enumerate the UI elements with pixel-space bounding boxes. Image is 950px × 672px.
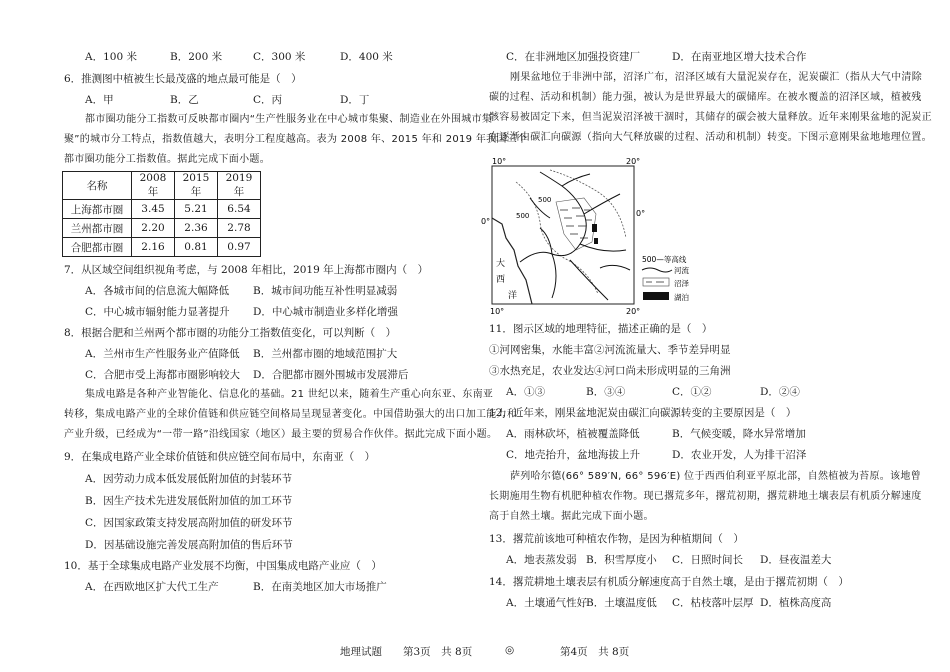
table-row [63, 238, 261, 257]
q11-option-a[interactable]: A．①③ [506, 386, 546, 398]
table-cell: 6.54 [218, 200, 261, 219]
q8-option-a[interactable]: A．兰州市生产性服务业产值降低 [85, 348, 240, 360]
map-legend [642, 254, 689, 302]
q5-option-d[interactable]: D．400 米 [340, 51, 393, 63]
q11-items-line2: ③水热充足，农业发达④河口尚未形成明显的三角洲 [489, 365, 731, 377]
table-header: 名称 [63, 172, 132, 200]
q10-option-b[interactable]: B．在南美地区加大市场推广 [253, 581, 387, 593]
q8-option-c[interactable]: C．合肥市受上海都市圈影响较大 [85, 369, 241, 381]
q8-option-b[interactable]: B．兰州都市圈的地域范围扩大 [253, 348, 398, 360]
footer-right-page-number: 第4页 共 8页 [560, 646, 630, 658]
q10-option-d[interactable]: D．在南亚地区增大技术合作 [672, 51, 807, 63]
q6-option-b[interactable]: B．乙 [170, 94, 199, 106]
q9-option-c[interactable]: C．因国家政策支持发展高附加值的研发环节 [85, 517, 293, 529]
q12-option-b[interactable]: B．气候变暖，降水异常增加 [672, 428, 806, 440]
footer-left-page-number: 地理试题 第3页 共 8页 [340, 646, 473, 658]
q12-option-a[interactable]: A．雨林砍坏，植被覆盖降低 [506, 428, 640, 440]
legend-contour: 500—等高线 [642, 255, 687, 264]
q9-option-d[interactable]: D．因基础设施完善发展高附加值的售后环节 [85, 539, 293, 551]
lon-label: 20° [626, 158, 641, 166]
q5-option-b[interactable]: B．200 米 [170, 51, 223, 63]
table-cell: 上海都市圈 [63, 200, 132, 219]
q13-stem: 13．撂荒前该地可种植农作物，是因为种植期间（ ） [489, 533, 744, 545]
q11-option-d[interactable]: D．②④ [760, 386, 800, 398]
q11-items-line1: ①河网密集，水能丰富②河流流量大、季节差异明显 [489, 344, 731, 356]
legend-lake: 湖泊 [674, 293, 689, 302]
table-header: 2019 年 [218, 172, 261, 200]
q6-option-c[interactable]: C．丙 [253, 94, 283, 106]
q6-option-a[interactable]: A．甲 [85, 94, 114, 106]
table-header-row [63, 172, 261, 200]
legend-river-swatch [642, 268, 672, 272]
q12-stem: 12．近年来，刚果盆地泥炭由碳汇向碳源转变的主要原因是（ ） [489, 407, 797, 419]
table-cell: 合肥都市圈 [63, 238, 132, 257]
q9-stem: 9．在集成电路产业全球价值链和供应链空间布局中，东南亚（ ） [64, 451, 376, 463]
q12-option-d[interactable]: D．农业开发，人为排干沼泽 [672, 449, 807, 461]
q7-option-b[interactable]: B．城市间功能互补性明显减弱 [253, 285, 398, 297]
table-cell: 2.36 [175, 219, 218, 238]
q10-stem: 10．基于全球集成电路产业发展不均衡，中国集成电路产业应（ ） [64, 560, 382, 572]
table-cell: 2.20 [132, 219, 175, 238]
table-row [63, 219, 261, 238]
q9-option-b[interactable]: B．因生产技术先进发展低附加值的加工环节 [85, 495, 293, 507]
table-cell: 5.21 [175, 200, 218, 219]
q8-stem: 8．根据合肥和兰州两个都市圈的功能分工指数值变化，可以判断（ ） [64, 327, 397, 339]
q14-option-a[interactable]: A．土壤通气性好 [506, 597, 588, 609]
table-cell: 0.81 [175, 238, 218, 257]
q6-stem: 6．推测图中植被生长最茂盛的地点最可能是（ ） [64, 73, 302, 85]
q10-option-a[interactable]: A．在西欧地区扩大代工生产 [85, 581, 219, 593]
ocean-label: 洋 [508, 291, 518, 301]
q12-option-c[interactable]: C．地壳抬升，盆地海拔上升 [506, 449, 641, 461]
lon-label: 20° [626, 307, 641, 316]
q14-option-d[interactable]: D．植株高度高 [760, 597, 832, 609]
lon-label: 10° [490, 307, 505, 316]
contour-label: 500 [516, 212, 530, 220]
q11-stem: 11．图示区域的地理特征，描述正确的是（ ） [489, 323, 713, 335]
q6-option-d[interactable]: D．丁 [340, 94, 370, 106]
q8-option-d[interactable]: D．合肥都市圈外围城市发展滞后 [253, 369, 409, 381]
q9-option-a[interactable]: A．因劳动力成本低发展低附加值的封装环节 [85, 473, 293, 485]
congo-basin-map [480, 158, 690, 316]
q5-option-a[interactable]: A．100 米 [85, 51, 137, 63]
contour-label: 500 [538, 196, 552, 204]
q14-option-c[interactable]: C．枯枝落叶层厚 [672, 597, 754, 609]
table-header: 2008 年 [132, 172, 175, 200]
q7-option-a[interactable]: A．各城市间的信息流大幅降低 [85, 285, 230, 297]
division-index-table [62, 171, 261, 257]
table-cell: 2.78 [218, 219, 261, 238]
legend-lake-swatch [643, 292, 669, 300]
legend-river: 河流 [674, 266, 689, 275]
table-header: 2015 年 [175, 172, 218, 200]
q14-option-b[interactable]: B．土壤温度低 [586, 597, 657, 609]
table-cell: 3.45 [132, 200, 175, 219]
q13-option-b[interactable]: B．积雪厚度小 [586, 554, 657, 566]
ocean-label: 西 [496, 275, 506, 285]
q7-option-c[interactable]: C．中心城市辐射能力显著提升 [85, 306, 230, 318]
lat-label: 0° [636, 209, 646, 218]
table-cell: 2.16 [132, 238, 175, 257]
q13-option-c[interactable]: C．日照时间长 [672, 554, 744, 566]
q13-option-d[interactable]: D．昼夜温差大 [760, 554, 832, 566]
q10-option-c[interactable]: C．在非洲地区加强投资建厂 [506, 51, 641, 63]
q11-option-b[interactable]: B．③④ [586, 386, 626, 398]
table-row [63, 200, 261, 219]
map-svg [480, 158, 690, 316]
q7-stem: 7．从区域空间组织视角考虑，与 2008 年相比，2019 年上海都市圈内（ ） [64, 264, 429, 276]
table-cell: 兰州都市圈 [63, 219, 132, 238]
q13-option-a[interactable]: A．地表蒸发弱 [506, 554, 577, 566]
lon-label: 10° [492, 158, 507, 166]
q7-option-d[interactable]: D．中心城市制造业多样化增强 [253, 306, 398, 318]
q11-option-c[interactable]: C．①② [672, 386, 712, 398]
q5-option-c[interactable]: C．300 米 [253, 51, 306, 63]
footer-binding-mark: ◎ [505, 644, 515, 656]
legend-marsh: 沼泽 [674, 279, 689, 288]
lat-label: 0° [481, 217, 491, 226]
q14-stem: 14．撂荒耕地土壤表层有机质分解速度高于自然土壤，是由于撂荒初期（ ） [489, 576, 849, 588]
ocean-label: 大 [496, 259, 506, 269]
table-cell: 0.97 [218, 238, 261, 257]
